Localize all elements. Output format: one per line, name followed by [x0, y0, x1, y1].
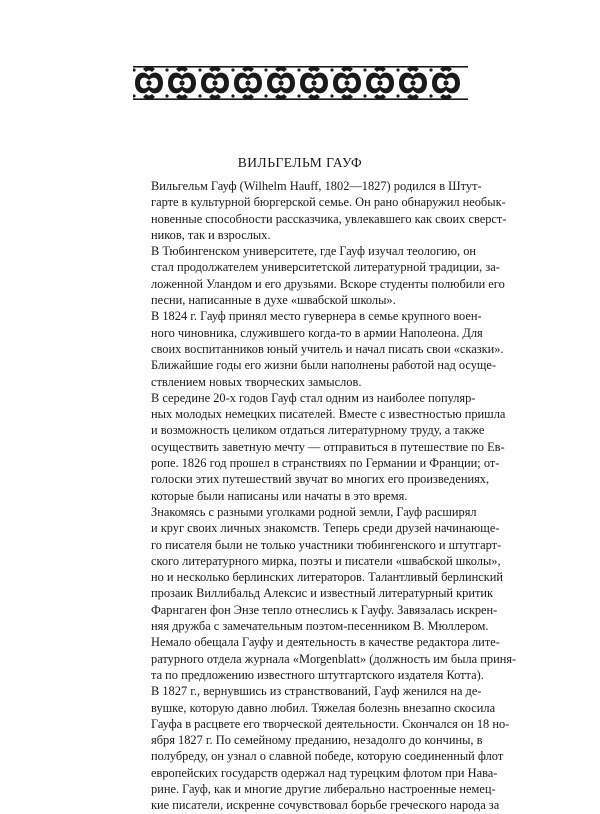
text-line: но и несколько берлинских литераторов. Талантливый берлинский: [151, 570, 503, 585]
text-line: Гауфа в расцвете его творческой деятельности. Скончался он 18 но-: [151, 716, 510, 731]
text-line: ников, так и взрослых.: [151, 227, 271, 242]
text-line: ложенной Уландом и его друзьями. Вскоре студенты полюбили его: [151, 276, 505, 291]
text-line: няя дружба с замечательным поэтом-песенником В. Мюллером.: [151, 619, 489, 634]
text-line: ного чиновника, служившего когда-то в армии Наполеона. Для: [151, 325, 483, 340]
text-line: ных молодых немецких писателей. Вместе с известностью пришла: [151, 407, 506, 422]
text-line: и круг своих личных знакомств. Теперь среди друзей начинающе-: [151, 521, 500, 536]
text-line: которые были написаны или начаты в это время.: [151, 488, 408, 503]
text-line: В середине 20-х годов Гауф стал одним из наиболее популяр-: [151, 390, 476, 405]
text-line: го писателя были не только участники тюбингенского и штутгарт-: [151, 537, 502, 552]
text-line: Немало обещала Гауфу и деятельность в качестве редактора лите-: [151, 635, 500, 650]
text-line: стал продолжателем университетской литературной традиции, за-: [151, 260, 500, 275]
text-line: песни, написанные в духе «швабской школы».: [151, 293, 396, 308]
paragraph: [132, 504, 517, 683]
paragraph: [132, 178, 507, 243]
text-line: та по предложению известного штутгартского издателя Котта).: [151, 667, 484, 682]
text-line: В 1824 г. Гауф принял место гувернера в семье крупного воен-: [151, 309, 482, 324]
text-line: вушке, которую давно любил. Тяжелая болезнь внезапно скосила: [151, 700, 496, 715]
text-line: и возможность целиком отдаться литературному труду, а также: [151, 423, 485, 438]
text-line: Ближайшие годы его жизни были наполнены работой над осуще-: [151, 358, 497, 373]
text-line: ропе. 1826 год прошел в странствиях по Германии и Франции; от-: [151, 456, 500, 471]
text-line: ратурного отдела журнала «Morgenblatt» (должность им была приня-: [151, 651, 517, 666]
text-line: ября 1827 г. По семейному преданию, незадолго до кончины, в: [151, 733, 483, 748]
paragraph: [132, 390, 506, 504]
floral-ornament-icon: [133, 66, 468, 100]
text-line: прозаик Виллибальд Алексис и известный литературный критик: [151, 586, 494, 601]
chapter-title: ВИЛЬГЕЛЬМ ГАУФ: [237, 155, 363, 170]
paragraph: [132, 308, 504, 389]
text-line: В 1827 г., вернувшись из странствований, Гауф женился на де-: [151, 684, 482, 699]
text-line: ского литературного мирка, поэты и писатели «швабской школы»,: [151, 553, 501, 568]
paragraph: [132, 683, 510, 813]
text-line: полубреду, он узнал о славной победе, которую соединенный флот: [151, 749, 504, 764]
text-line: рине. Гауф, как и многие другие либерально настроенные немец-: [151, 781, 496, 796]
text-line: Знакомясь с разными уголками родной земли, Гауф расширял: [151, 504, 477, 519]
paragraph: [132, 243, 505, 308]
article-body: [132, 178, 517, 814]
text-line: ствлением новых творческих замыслов.: [151, 374, 362, 389]
text-line: гарте в культурной бюргерской семье. Он рано обнаружил необык-: [151, 195, 506, 210]
text-line: голоски этих путешествий звучат во многих его произведениях,: [151, 472, 490, 487]
text-line: Фарнгаген фон Энзе тепло отнеслись к Гауфу. Завязалась искрен-: [151, 602, 498, 617]
text-line: кие писатели, искренне сочувствовал борьбе греческого народа за: [151, 798, 500, 813]
text-line: европейских государств одержал над турецким флотом при Нава-: [151, 765, 498, 780]
text-line: новенные способности рассказчика, увлекавшего как своих сверст-: [151, 211, 507, 226]
text-line: своих воспитанников юный учитель и начал писать свои «сказки».: [151, 341, 504, 356]
text-line: осуществить заветную мечту — отправиться в путешествие по Ев-: [151, 439, 505, 454]
text-line: В Тюбингенском университете, где Гауф изучал теологию, он: [151, 244, 477, 259]
text-line: Вильгельм Гауф (Wilhelm Hauff, 1802—1827) родился в Штут-: [151, 179, 482, 193]
